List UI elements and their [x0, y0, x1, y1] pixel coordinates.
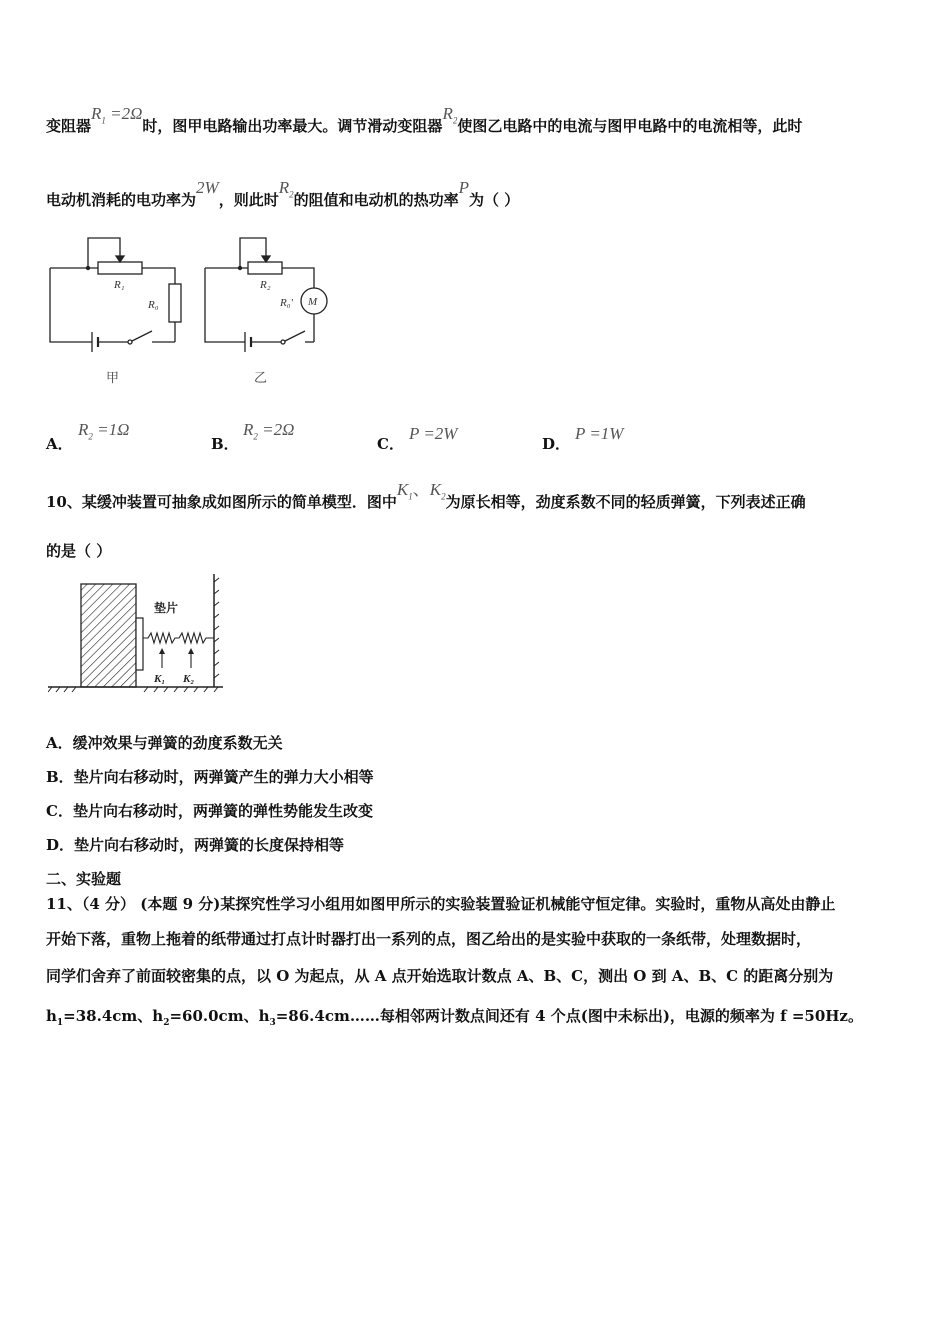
symbol: h [152, 1007, 164, 1025]
math-r2 [278, 178, 294, 200]
symbol: R [278, 178, 290, 197]
option-a-math [78, 420, 129, 441]
r0-resistor [169, 284, 181, 322]
label-pad: 垫片 [154, 601, 179, 615]
separator: 、 [412, 480, 430, 499]
text: =60.0cm、 [169, 1007, 259, 1025]
symbol: R [91, 104, 102, 123]
block [81, 584, 136, 687]
text: 变阻器 [46, 117, 92, 135]
r1-resistor [98, 262, 142, 274]
q11-line-4 [46, 1006, 863, 1033]
q10-line-1 [46, 480, 806, 518]
label-yi: 乙 [254, 370, 268, 385]
label-k2: K₂ [183, 673, 195, 685]
wire [50, 268, 92, 342]
text: 电动机消耗的电功率为 [46, 191, 197, 209]
subscript: 1 [101, 115, 106, 126]
text: =38.4cm、 [63, 1007, 153, 1025]
equation: =2W [419, 424, 458, 443]
label-jia: 甲 [106, 370, 120, 385]
text: 为原长相等，劲度系数不同的轻质弹簧，下列表述正确 [445, 493, 806, 511]
label-r0-prime: R₀' [280, 297, 293, 309]
option-d-label[interactable]: D． [542, 435, 571, 453]
label-k1: K₁ [154, 673, 166, 685]
text: 的阻值和电动机的热功率 [293, 191, 459, 209]
symbol: P [458, 178, 469, 197]
symbol: K [429, 480, 442, 499]
symbol: P [575, 424, 586, 443]
r2-resistor [248, 262, 282, 274]
pointer-arrows [162, 652, 191, 668]
switch-blade [285, 331, 305, 341]
math-k2 [429, 480, 446, 502]
subscript: 2 [289, 189, 294, 200]
equation: =2Ω [105, 104, 143, 123]
text: 为（ ） [469, 191, 520, 209]
subscript: 3 [269, 1018, 276, 1028]
slider-wire [88, 238, 120, 268]
section-heading: 二、实验题 [46, 870, 122, 888]
equation: =2Ω [257, 420, 295, 439]
symbol: K [396, 480, 409, 499]
q10-option-a[interactable]: A．缓冲效果与弹簧的劲度系数无关 [46, 734, 283, 752]
option-d-math [575, 424, 623, 444]
option-b-label[interactable]: B． [211, 435, 239, 453]
symbol: R [78, 420, 89, 439]
text: 10、某缓冲装置可抽象成如图所示的简单模型．图中 [46, 493, 397, 511]
q9-line-2 [46, 178, 520, 216]
switch-pivot [281, 340, 285, 344]
q11-line-1: 11、（4 分） (本题 9 分)某探究性学习小组用如图甲所示的实验装置验证机械能守恒定律。实验时，重物从高处由静止 [46, 895, 836, 913]
slider-wire [240, 238, 266, 268]
text: =86.4cm……每相邻两计数点间还有 4 个点(图中未标出)，电源的频率为 f =50Hz。 [275, 1007, 863, 1025]
equation: =1Ω [92, 420, 130, 439]
math-r2 [442, 104, 458, 126]
arrow-k1 [159, 648, 165, 654]
symbol: P [409, 424, 420, 443]
pad [136, 618, 143, 670]
circuit-figure [40, 232, 340, 392]
q11-line-3: 同学们舍弃了前面较密集的点，以 O 为起点，从 A 点开始选取计数点 A、B、C，测出 O 到 A、B、C 的距离分别为 [46, 967, 834, 985]
option-a-label[interactable]: A． [46, 435, 73, 453]
switch-blade [132, 331, 152, 341]
subscript: 2 [253, 431, 258, 442]
wire [282, 268, 314, 288]
label-r2: R₂ [260, 279, 271, 291]
option-c-math [409, 424, 457, 444]
subscript: 2 [441, 491, 446, 502]
q10-option-b[interactable]: B．垫片向右移动时，两弹簧产生的弹力大小相等 [46, 768, 374, 786]
subscript: 2 [452, 115, 458, 126]
subscript: 2 [163, 1018, 170, 1028]
q10-option-d[interactable]: D．垫片向右移动时，两弹簧的长度保持相等 [46, 836, 345, 854]
text: 使图乙电路中的电流与图甲电路中的电流相等，此时 [457, 117, 803, 135]
junction-dot [86, 266, 90, 270]
springs [143, 633, 214, 643]
slider-arrow [262, 256, 270, 262]
text: ，则此时 [218, 191, 279, 209]
junction-dot [238, 266, 242, 270]
subscript: 1 [408, 491, 413, 502]
wire [142, 268, 175, 284]
symbol: 2W [196, 178, 219, 197]
math-r1 [91, 104, 143, 126]
symbol: h [46, 1007, 57, 1025]
option-b-math [243, 420, 294, 441]
equation: =1W [585, 424, 624, 443]
symbol: h [258, 1007, 270, 1025]
text: 时，图甲电路输出功率最大。调节滑动变阻器 [142, 117, 443, 135]
switch-pivot [128, 340, 132, 344]
label-motor: M [308, 296, 318, 308]
q10-option-c[interactable]: C．垫片向右移动时，两弹簧的弹性势能发生改变 [46, 802, 373, 820]
option-c-label[interactable]: C． [377, 435, 404, 453]
spring-figure [48, 572, 248, 696]
math-k1 [396, 480, 413, 502]
subscript: 1 [56, 1018, 64, 1028]
slider-arrow [116, 256, 124, 262]
q11-line-2: 开始下落，重物上拖着的纸带通过打点计时器打出一系列的点，图乙给出的是实验中获取的一条纸带，处理数据时， [46, 930, 812, 948]
label-r1: R₁ [114, 279, 125, 291]
wire [205, 268, 245, 342]
symbol: R [243, 420, 254, 439]
q10-line-2: 的是（ ） [46, 542, 112, 560]
arrow-k2 [188, 648, 194, 654]
math-p [459, 178, 469, 197]
label-r0: R₀ [148, 299, 159, 311]
math-2w [196, 178, 219, 197]
symbol: R [442, 104, 453, 123]
subscript: 2 [88, 431, 93, 442]
